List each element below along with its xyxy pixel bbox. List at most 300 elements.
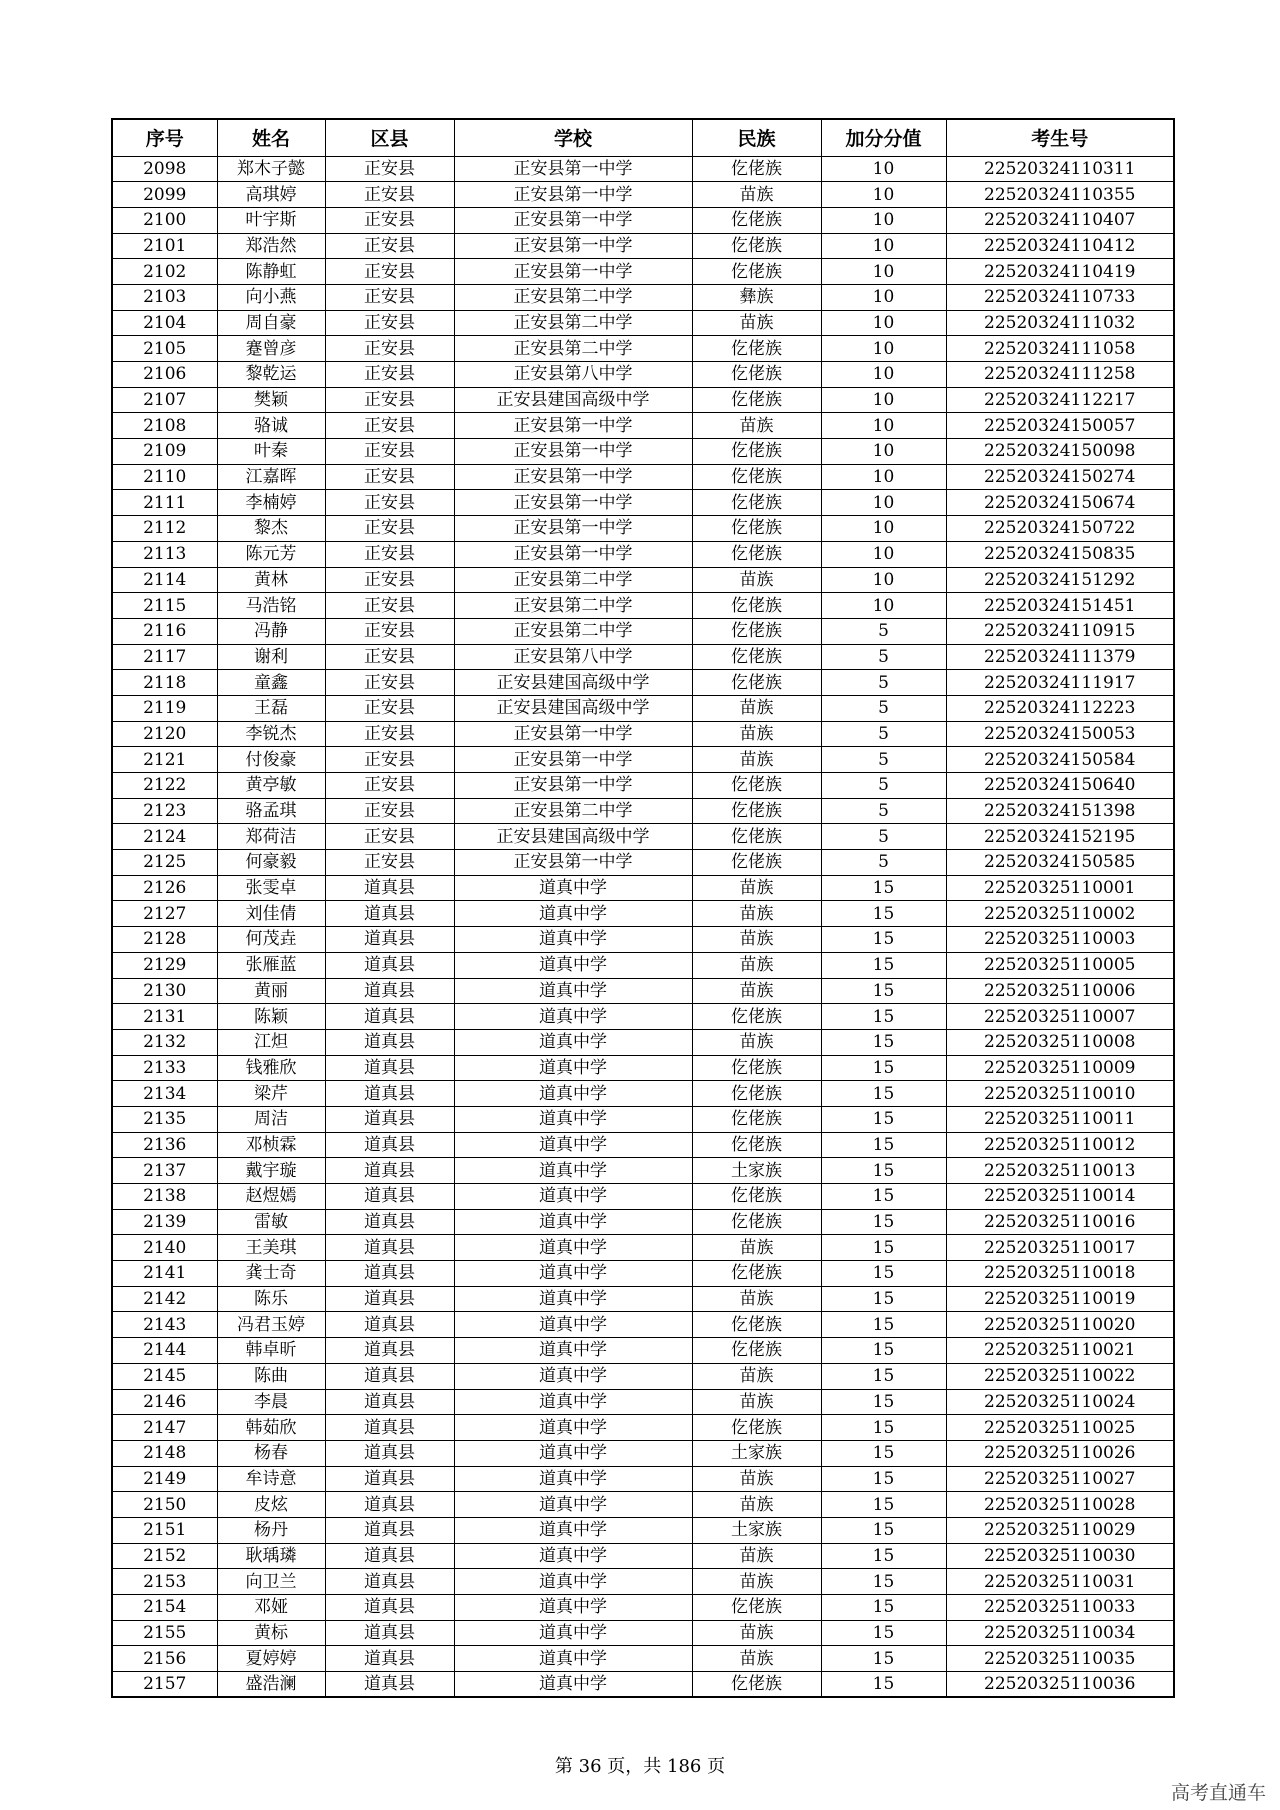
cell-ethnicity: 仡佬族 [692, 1081, 821, 1107]
cell-candidate-number: 22520324110412 [946, 233, 1174, 259]
cell-school: 正安县第一中学 [454, 773, 692, 799]
cell-serial-number: 2145 [112, 1363, 217, 1389]
cell-ethnicity: 苗族 [692, 747, 821, 773]
cell-ethnicity: 苗族 [692, 695, 821, 721]
cell-candidate-number: 22520325110019 [946, 1286, 1174, 1312]
cell-serial-number: 2101 [112, 233, 217, 259]
table-row [112, 850, 1174, 876]
cell-name: 樊颖 [217, 387, 325, 413]
cell-bonus-points: 10 [821, 541, 946, 567]
table-row [112, 978, 1174, 1004]
cell-candidate-number: 22520324151451 [946, 593, 1174, 619]
cell-name: 黎杰 [217, 516, 325, 542]
cell-serial-number: 2157 [112, 1672, 217, 1698]
cell-school: 道真中学 [454, 1363, 692, 1389]
cell-ethnicity: 仡佬族 [692, 1209, 821, 1235]
table-row [112, 156, 1174, 182]
cell-school: 正安县第一中学 [454, 439, 692, 465]
cell-county: 正安县 [325, 747, 454, 773]
cell-name: 盛浩澜 [217, 1672, 325, 1698]
cell-candidate-number: 22520325110022 [946, 1363, 1174, 1389]
cell-bonus-points: 15 [821, 1389, 946, 1415]
cell-serial-number: 2126 [112, 875, 217, 901]
cell-name: 黄林 [217, 567, 325, 593]
cell-ethnicity: 苗族 [692, 1543, 821, 1569]
cell-name: 叶宇斯 [217, 207, 325, 233]
cell-ethnicity: 苗族 [692, 1286, 821, 1312]
cell-county: 道真县 [325, 1466, 454, 1492]
cell-county: 正安县 [325, 773, 454, 799]
cell-county: 道真县 [325, 1106, 454, 1132]
cell-candidate-number: 22520324110355 [946, 182, 1174, 208]
cell-candidate-number: 22520324150274 [946, 464, 1174, 490]
cell-serial-number: 2120 [112, 721, 217, 747]
cell-bonus-points: 15 [821, 1106, 946, 1132]
cell-school: 正安县第一中学 [454, 182, 692, 208]
cell-bonus-points: 15 [821, 1440, 946, 1466]
cell-ethnicity: 苗族 [692, 1029, 821, 1055]
cell-county: 道真县 [325, 1235, 454, 1261]
cell-ethnicity: 仡佬族 [692, 618, 821, 644]
cell-county: 正安县 [325, 490, 454, 516]
cell-county: 道真县 [325, 1184, 454, 1210]
cell-serial-number: 2111 [112, 490, 217, 516]
table-row [112, 1004, 1174, 1030]
cell-school: 道真中学 [454, 1029, 692, 1055]
cell-ethnicity: 仡佬族 [692, 670, 821, 696]
cell-bonus-points: 15 [821, 1029, 946, 1055]
cell-ethnicity: 仡佬族 [692, 1338, 821, 1364]
cell-bonus-points: 15 [821, 1620, 946, 1646]
cell-bonus-points: 10 [821, 310, 946, 336]
cell-serial-number: 2134 [112, 1081, 217, 1107]
cell-bonus-points: 15 [821, 875, 946, 901]
cell-candidate-number: 22520324110419 [946, 259, 1174, 285]
cell-name: 郑浩然 [217, 233, 325, 259]
cell-bonus-points: 15 [821, 1363, 946, 1389]
cell-name: 陈颖 [217, 1004, 325, 1030]
cell-bonus-points: 10 [821, 593, 946, 619]
watermark-text: 高考直通车 [1170, 1782, 1266, 1804]
cell-serial-number: 2113 [112, 541, 217, 567]
cell-school: 正安县第一中学 [454, 747, 692, 773]
cell-bonus-points: 10 [821, 284, 946, 310]
cell-ethnicity: 苗族 [692, 875, 821, 901]
cell-bonus-points: 15 [821, 927, 946, 953]
cell-county: 正安县 [325, 233, 454, 259]
cell-name: 冯静 [217, 618, 325, 644]
cell-county: 道真县 [325, 1620, 454, 1646]
cell-county: 正安县 [325, 670, 454, 696]
cell-school: 正安县第一中学 [454, 516, 692, 542]
cell-name: 韩卓昕 [217, 1338, 325, 1364]
cell-candidate-number: 22520325110018 [946, 1261, 1174, 1287]
cell-school: 正安县第二中学 [454, 567, 692, 593]
cell-ethnicity: 仡佬族 [692, 773, 821, 799]
cell-ethnicity: 土家族 [692, 1440, 821, 1466]
cell-county: 道真县 [325, 1261, 454, 1287]
table-row [112, 207, 1174, 233]
cell-bonus-points: 10 [821, 464, 946, 490]
cell-name: 向小燕 [217, 284, 325, 310]
cell-name: 骆孟琪 [217, 798, 325, 824]
table-row [112, 1672, 1174, 1698]
cell-name: 马浩铭 [217, 593, 325, 619]
cell-candidate-number: 22520325110003 [946, 927, 1174, 953]
cell-county: 道真县 [325, 1595, 454, 1621]
cell-candidate-number: 22520325110008 [946, 1029, 1174, 1055]
cell-ethnicity: 苗族 [692, 978, 821, 1004]
table-row [112, 747, 1174, 773]
cell-serial-number: 2136 [112, 1132, 217, 1158]
cell-bonus-points: 15 [821, 1595, 946, 1621]
cell-bonus-points: 10 [821, 362, 946, 388]
cell-bonus-points: 10 [821, 516, 946, 542]
header-name: 姓名 [217, 119, 325, 156]
cell-serial-number: 2116 [112, 618, 217, 644]
cell-bonus-points: 10 [821, 156, 946, 182]
cell-name: 韩茹欣 [217, 1415, 325, 1441]
cell-school: 正安县建国高级中学 [454, 387, 692, 413]
cell-name: 张雯卓 [217, 875, 325, 901]
cell-serial-number: 2144 [112, 1338, 217, 1364]
cell-name: 江嘉晖 [217, 464, 325, 490]
table-row [112, 1415, 1174, 1441]
cell-school: 道真中学 [454, 1158, 692, 1184]
cell-ethnicity: 仡佬族 [692, 1184, 821, 1210]
cell-bonus-points: 5 [821, 824, 946, 850]
cell-bonus-points: 10 [821, 439, 946, 465]
cell-county: 道真县 [325, 1286, 454, 1312]
cell-name: 黄亭敏 [217, 773, 325, 799]
cell-bonus-points: 10 [821, 490, 946, 516]
cell-name: 高琪婷 [217, 182, 325, 208]
cell-candidate-number: 22520325110017 [946, 1235, 1174, 1261]
cell-ethnicity: 仡佬族 [692, 824, 821, 850]
cell-school: 道真中学 [454, 1440, 692, 1466]
table-row [112, 1338, 1174, 1364]
table-row [112, 567, 1174, 593]
cell-school: 道真中学 [454, 1646, 692, 1672]
cell-name: 叶秦 [217, 439, 325, 465]
cell-school: 正安县第二中学 [454, 618, 692, 644]
cell-county: 道真县 [325, 1338, 454, 1364]
cell-ethnicity: 苗族 [692, 1363, 821, 1389]
cell-name: 李楠婷 [217, 490, 325, 516]
cell-county: 正安县 [325, 695, 454, 721]
cell-serial-number: 2147 [112, 1415, 217, 1441]
cell-candidate-number: 22520324150674 [946, 490, 1174, 516]
table-row [112, 387, 1174, 413]
cell-school: 道真中学 [454, 1389, 692, 1415]
cell-candidate-number: 22520325110028 [946, 1492, 1174, 1518]
cell-bonus-points: 15 [821, 1466, 946, 1492]
cell-name: 付俊豪 [217, 747, 325, 773]
cell-candidate-number: 22520325110021 [946, 1338, 1174, 1364]
cell-name: 谢利 [217, 644, 325, 670]
cell-county: 道真县 [325, 1415, 454, 1441]
cell-bonus-points: 10 [821, 567, 946, 593]
cell-serial-number: 2103 [112, 284, 217, 310]
cell-serial-number: 2124 [112, 824, 217, 850]
cell-candidate-number: 22520325110033 [946, 1595, 1174, 1621]
cell-county: 正安县 [325, 541, 454, 567]
cell-candidate-number: 22520325110009 [946, 1055, 1174, 1081]
cell-school: 正安县第八中学 [454, 362, 692, 388]
cell-county: 道真县 [325, 1492, 454, 1518]
cell-bonus-points: 15 [821, 901, 946, 927]
cell-county: 道真县 [325, 978, 454, 1004]
cell-county: 道真县 [325, 1029, 454, 1055]
cell-ethnicity: 土家族 [692, 1158, 821, 1184]
table-row [112, 1106, 1174, 1132]
cell-serial-number: 2132 [112, 1029, 217, 1055]
cell-candidate-number: 22520324150640 [946, 773, 1174, 799]
cell-candidate-number: 22520324151398 [946, 798, 1174, 824]
cell-candidate-number: 22520324111058 [946, 336, 1174, 362]
cell-ethnicity: 仡佬族 [692, 1132, 821, 1158]
cell-school: 正安县第一中学 [454, 233, 692, 259]
cell-county: 正安县 [325, 850, 454, 876]
cell-serial-number: 2155 [112, 1620, 217, 1646]
cell-candidate-number: 22520325110002 [946, 901, 1174, 927]
cell-ethnicity: 仡佬族 [692, 1595, 821, 1621]
cell-serial-number: 2135 [112, 1106, 217, 1132]
cell-candidate-number: 22520325110016 [946, 1209, 1174, 1235]
cell-ethnicity: 苗族 [692, 567, 821, 593]
cell-county: 道真县 [325, 1081, 454, 1107]
table-row [112, 1029, 1174, 1055]
table-row [112, 1389, 1174, 1415]
cell-ethnicity: 仡佬族 [692, 1106, 821, 1132]
table-row [112, 310, 1174, 336]
cell-school: 道真中学 [454, 1081, 692, 1107]
cell-ethnicity: 苗族 [692, 182, 821, 208]
cell-bonus-points: 15 [821, 1184, 946, 1210]
cell-name: 向卫兰 [217, 1569, 325, 1595]
cell-name: 蹇曾彦 [217, 336, 325, 362]
cell-school: 正安县第一中学 [454, 156, 692, 182]
cell-school: 道真中学 [454, 1492, 692, 1518]
cell-name: 陈元芳 [217, 541, 325, 567]
cell-bonus-points: 15 [821, 1132, 946, 1158]
table-row [112, 1595, 1174, 1621]
cell-county: 正安县 [325, 798, 454, 824]
cell-serial-number: 2149 [112, 1466, 217, 1492]
cell-name: 龚士奇 [217, 1261, 325, 1287]
table-row [112, 1646, 1174, 1672]
cell-bonus-points: 5 [821, 721, 946, 747]
cell-name: 郑木子懿 [217, 156, 325, 182]
cell-county: 正安县 [325, 362, 454, 388]
cell-county: 道真县 [325, 927, 454, 953]
table-row [112, 618, 1174, 644]
page-number: 第 36 页，共 186 页 [554, 1756, 726, 1777]
cell-candidate-number: 22520324150722 [946, 516, 1174, 542]
cell-county: 正安县 [325, 156, 454, 182]
header-serial-number: 序号 [112, 119, 217, 156]
cell-county: 正安县 [325, 310, 454, 336]
cell-county: 道真县 [325, 901, 454, 927]
cell-serial-number: 2148 [112, 1440, 217, 1466]
cell-serial-number: 2127 [112, 901, 217, 927]
cell-bonus-points: 5 [821, 850, 946, 876]
cell-serial-number: 2140 [112, 1235, 217, 1261]
header-bonus-points: 加分分值 [821, 119, 946, 156]
cell-ethnicity: 仡佬族 [692, 1415, 821, 1441]
table-row [112, 439, 1174, 465]
cell-bonus-points: 15 [821, 1492, 946, 1518]
cell-bonus-points: 10 [821, 182, 946, 208]
cell-serial-number: 2114 [112, 567, 217, 593]
cell-ethnicity: 仡佬族 [692, 156, 821, 182]
cell-candidate-number: 22520325110034 [946, 1620, 1174, 1646]
cell-serial-number: 2131 [112, 1004, 217, 1030]
cell-name: 雷敏 [217, 1209, 325, 1235]
cell-school: 道真中学 [454, 1517, 692, 1543]
cell-school: 道真中学 [454, 1184, 692, 1210]
cell-serial-number: 2151 [112, 1517, 217, 1543]
cell-school: 正安县第一中学 [454, 541, 692, 567]
cell-county: 道真县 [325, 1389, 454, 1415]
table-row [112, 670, 1174, 696]
cell-school: 正安县第二中学 [454, 310, 692, 336]
cell-ethnicity: 仡佬族 [692, 1672, 821, 1698]
cell-ethnicity: 仡佬族 [692, 464, 821, 490]
cell-serial-number: 2130 [112, 978, 217, 1004]
cell-name: 耿瑀璘 [217, 1543, 325, 1569]
cell-bonus-points: 15 [821, 1055, 946, 1081]
cell-candidate-number: 22520325110013 [946, 1158, 1174, 1184]
cell-candidate-number: 22520325110006 [946, 978, 1174, 1004]
cell-county: 正安县 [325, 593, 454, 619]
cell-school: 道真中学 [454, 1055, 692, 1081]
cell-county: 道真县 [325, 1312, 454, 1338]
cell-name: 邓桢霖 [217, 1132, 325, 1158]
cell-ethnicity: 仡佬族 [692, 259, 821, 285]
cell-bonus-points: 15 [821, 1209, 946, 1235]
table-row [112, 1569, 1174, 1595]
cell-bonus-points: 5 [821, 670, 946, 696]
cell-school: 正安县建国高级中学 [454, 695, 692, 721]
cell-bonus-points: 15 [821, 978, 946, 1004]
cell-county: 正安县 [325, 464, 454, 490]
cell-bonus-points: 10 [821, 207, 946, 233]
cell-name: 杨春 [217, 1440, 325, 1466]
cell-name: 李晨 [217, 1389, 325, 1415]
admission-bonus-table [111, 118, 1175, 1698]
table-row [112, 721, 1174, 747]
table-body [112, 156, 1174, 1697]
cell-candidate-number: 22520324111917 [946, 670, 1174, 696]
cell-bonus-points: 15 [821, 1312, 946, 1338]
table-row [112, 1543, 1174, 1569]
cell-county: 正安县 [325, 284, 454, 310]
cell-name: 邓娅 [217, 1595, 325, 1621]
cell-bonus-points: 10 [821, 233, 946, 259]
cell-ethnicity: 苗族 [692, 927, 821, 953]
cell-candidate-number: 22520325110012 [946, 1132, 1174, 1158]
cell-bonus-points: 5 [821, 747, 946, 773]
cell-name: 杨丹 [217, 1517, 325, 1543]
table-row [112, 1081, 1174, 1107]
cell-bonus-points: 5 [821, 798, 946, 824]
table-row [112, 824, 1174, 850]
table-row [112, 284, 1174, 310]
cell-name: 戴宇璇 [217, 1158, 325, 1184]
cell-serial-number: 2110 [112, 464, 217, 490]
cell-bonus-points: 15 [821, 1081, 946, 1107]
cell-school: 正安县建国高级中学 [454, 824, 692, 850]
table-header-row [112, 119, 1174, 156]
cell-serial-number: 2119 [112, 695, 217, 721]
cell-serial-number: 2115 [112, 593, 217, 619]
table-row [112, 1363, 1174, 1389]
cell-school: 道真中学 [454, 901, 692, 927]
cell-ethnicity: 仡佬族 [692, 362, 821, 388]
cell-county: 正安县 [325, 644, 454, 670]
cell-ethnicity: 苗族 [692, 1569, 821, 1595]
cell-candidate-number: 22520324111032 [946, 310, 1174, 336]
cell-ethnicity: 仡佬族 [692, 336, 821, 362]
cell-school: 道真中学 [454, 952, 692, 978]
cell-school: 道真中学 [454, 1543, 692, 1569]
cell-serial-number: 2104 [112, 310, 217, 336]
cell-county: 道真县 [325, 875, 454, 901]
cell-candidate-number: 22520325110030 [946, 1543, 1174, 1569]
header-candidate-number: 考生号 [946, 119, 1174, 156]
cell-school: 正安县第一中学 [454, 207, 692, 233]
cell-school: 道真中学 [454, 1415, 692, 1441]
table-row [112, 1492, 1174, 1518]
cell-school: 道真中学 [454, 1261, 692, 1287]
cell-serial-number: 2121 [112, 747, 217, 773]
cell-candidate-number: 22520325110007 [946, 1004, 1174, 1030]
table-row [112, 901, 1174, 927]
table-row [112, 490, 1174, 516]
table-row [112, 182, 1174, 208]
cell-candidate-number: 22520324110311 [946, 156, 1174, 182]
cell-ethnicity: 苗族 [692, 413, 821, 439]
cell-serial-number: 2150 [112, 1492, 217, 1518]
header-ethnicity: 民族 [692, 119, 821, 156]
cell-bonus-points: 10 [821, 413, 946, 439]
cell-school: 正安县建国高级中学 [454, 670, 692, 696]
cell-ethnicity: 仡佬族 [692, 233, 821, 259]
table-row [112, 1466, 1174, 1492]
cell-candidate-number: 22520324152195 [946, 824, 1174, 850]
cell-name: 童鑫 [217, 670, 325, 696]
cell-bonus-points: 5 [821, 695, 946, 721]
cell-county: 正安县 [325, 336, 454, 362]
cell-county: 道真县 [325, 1517, 454, 1543]
table-row [112, 362, 1174, 388]
cell-ethnicity: 苗族 [692, 1492, 821, 1518]
cell-bonus-points: 15 [821, 1646, 946, 1672]
cell-school: 道真中学 [454, 1312, 692, 1338]
cell-name: 陈静虹 [217, 259, 325, 285]
cell-ethnicity: 彝族 [692, 284, 821, 310]
cell-serial-number: 2129 [112, 952, 217, 978]
table-row [112, 875, 1174, 901]
cell-school: 正安县第一中学 [454, 413, 692, 439]
cell-name: 牟诗意 [217, 1466, 325, 1492]
cell-serial-number: 2109 [112, 439, 217, 465]
cell-candidate-number: 22520325110026 [946, 1440, 1174, 1466]
cell-serial-number: 2138 [112, 1184, 217, 1210]
cell-county: 道真县 [325, 1055, 454, 1081]
cell-name: 郑荷洁 [217, 824, 325, 850]
